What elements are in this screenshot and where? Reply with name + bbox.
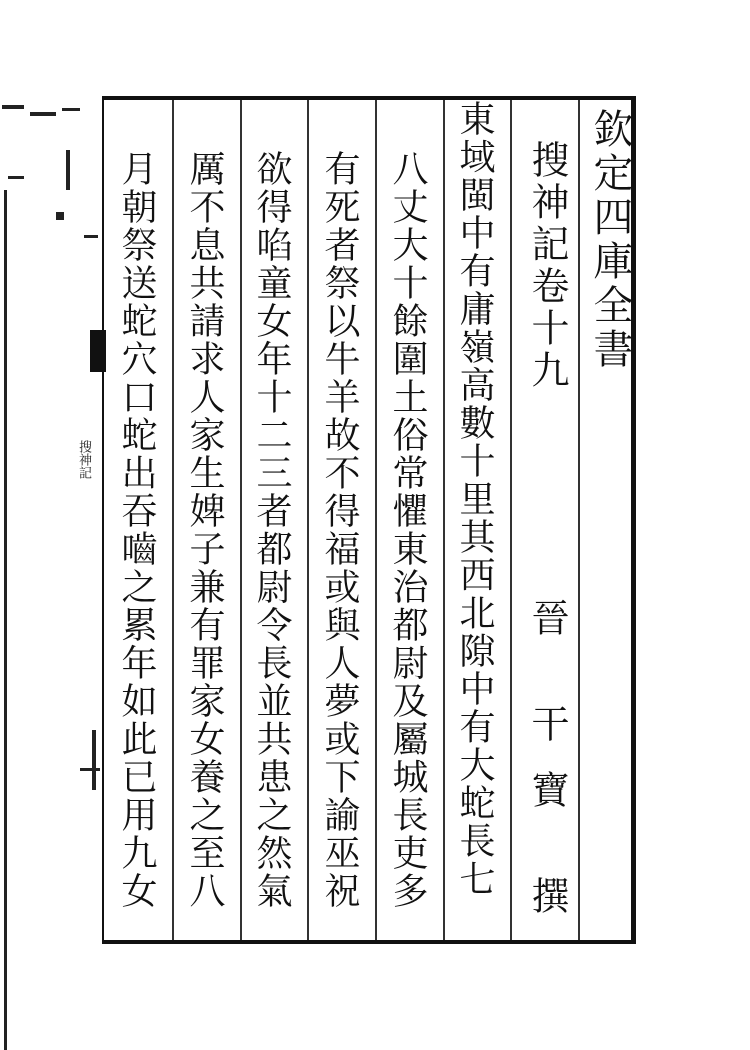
text-column-2: 八丈大十餘圍土俗常懼東治都尉及屬城長吏多: [387, 150, 428, 910]
binding-mark: [56, 212, 64, 220]
author-line: 晉 干寶 撰: [525, 598, 569, 943]
book-title: 搜神記卷十九: [525, 140, 569, 392]
text-column-6: 月朝祭送蛇穴口蛇出吞嚙之累年如此已用九女: [116, 150, 157, 910]
column-rule: [307, 100, 309, 940]
column-rule: [510, 100, 512, 940]
binding-mark: [84, 235, 98, 238]
binding-mark: [92, 730, 96, 790]
column-rule: [172, 100, 174, 940]
binding-mark: [30, 112, 56, 116]
binding-mark: [8, 176, 24, 179]
column-rule: [443, 100, 445, 940]
binding-strip: [0, 92, 102, 962]
binding-edge: [4, 190, 7, 1050]
text-column-3: 有死者祭以牛羊故不得福或與人夢或下諭巫祝: [319, 150, 360, 910]
text-column-5: 厲不息共請求人家生婢子兼有罪家女養之至八: [184, 150, 225, 910]
binding-mark: [2, 105, 24, 109]
column-rule: [240, 100, 242, 940]
series-title: 欽定四庫全書: [587, 108, 633, 372]
binding-mark: [66, 150, 70, 190]
margin-label: 搜神記: [76, 440, 91, 479]
binding-mark: [62, 108, 80, 111]
text-column-1: 東域閩中有庸嶺高數十里其西北隙中有大蛇長七: [454, 100, 495, 898]
binding-mark: [80, 768, 100, 771]
column-rule: [375, 100, 377, 940]
text-column-4: 欲得啗童女年十二三者都尉令長並共患之然氣: [251, 150, 292, 910]
column-rule: [578, 100, 580, 940]
